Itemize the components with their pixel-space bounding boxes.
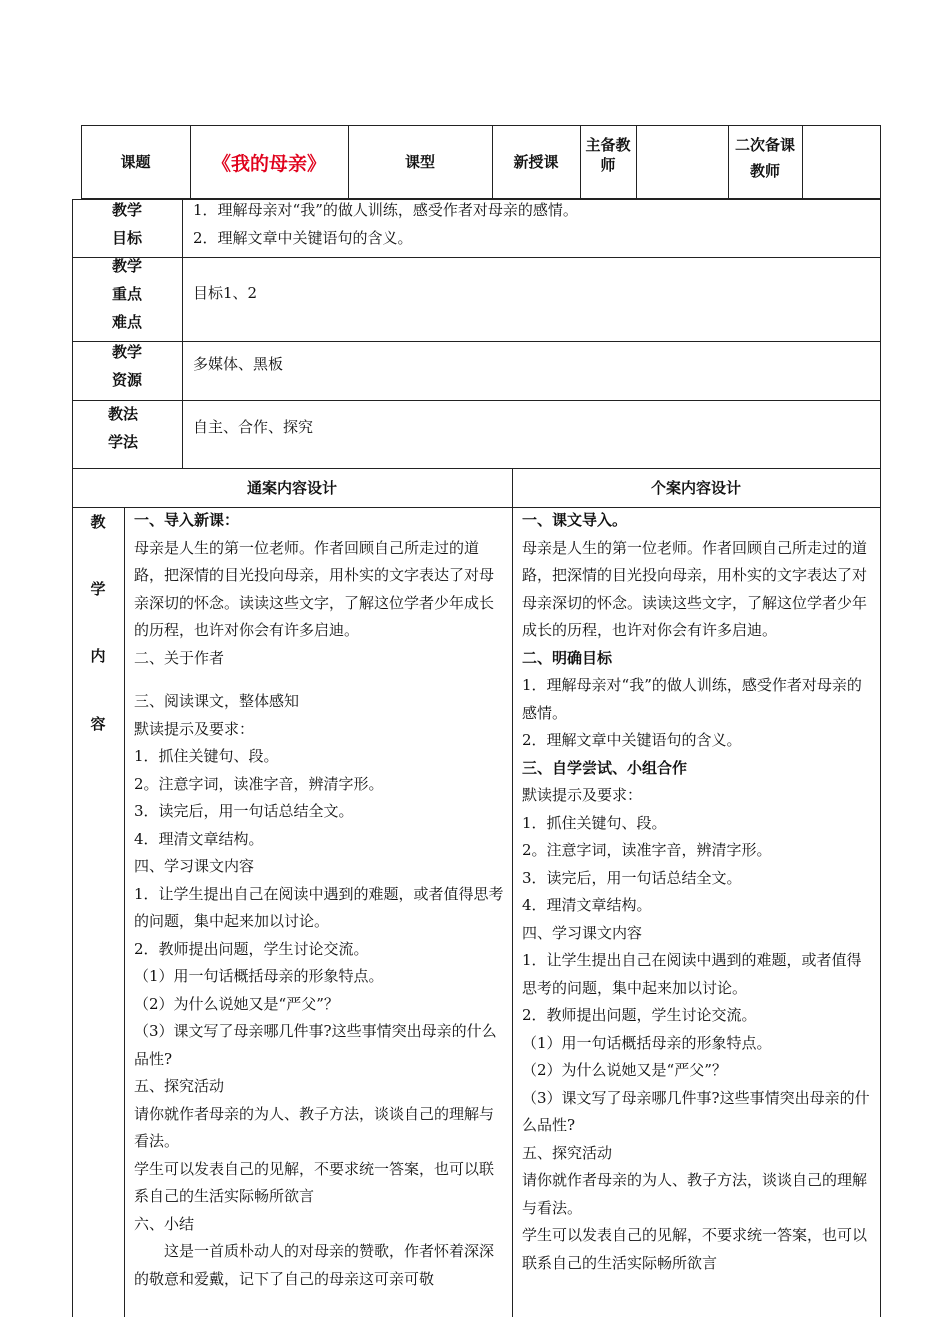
content-line: （2）为什么说她又是“严父”？ xyxy=(134,994,339,1013)
content-line: 一、课文导入。 xyxy=(522,511,628,529)
content-line: （2）为什么说她又是“严父”？ xyxy=(522,1061,727,1079)
content-line: 一、导入新课： xyxy=(134,511,240,529)
side-char: 容 xyxy=(90,715,106,733)
content-line: 1．抓住关键句、段。 xyxy=(522,813,667,832)
resources-label-line: 教学 xyxy=(111,343,142,361)
content-line: 母亲是人生的第一位老师。作者回顾自己所走过的道路，把深情的目光投向母亲，用朴实的文字表达了对母亲深切的怀念。读读这些文字，了解这位学者少年成长的历程，也许对你会有许多启迪。 xyxy=(522,538,868,639)
methods-label-line: 教法 xyxy=(107,405,138,423)
content-line xyxy=(134,672,506,688)
focus-label-line: 重点 xyxy=(111,285,142,303)
focus-label-line: 教学 xyxy=(111,257,142,275)
resources-label xyxy=(72,338,182,394)
resources-value: 多媒体、黑板 xyxy=(193,355,284,373)
content-line: 六、小结 xyxy=(134,1214,195,1233)
side-char: 教 xyxy=(90,513,106,531)
content-line: 2。注意字词，读准字音，辨清字形。 xyxy=(134,774,384,793)
methods-value: 自主、合作、探究 xyxy=(193,418,314,436)
teaching-content-side-label xyxy=(72,508,124,733)
common-design-header: 通案内容设计 xyxy=(246,478,337,497)
second-teacher-value[interactable] xyxy=(802,125,880,199)
content-line: 4．理清文章结构。 xyxy=(522,896,652,914)
content-line: 1．抓住关键句、段。 xyxy=(134,747,279,765)
methods-label xyxy=(72,400,174,456)
focus-label-line: 难点 xyxy=(111,313,142,331)
content-line: （3）课文写了母亲哪几件事?这些事情突出母亲的什么品性? xyxy=(522,1088,870,1134)
content-line: （1）用一句话概括母亲的形象特点。 xyxy=(522,1033,772,1052)
content-line: 五、探究活动 xyxy=(134,1077,225,1095)
content-line: 四、学习课文内容 xyxy=(134,857,255,875)
content-line: 请你就作者母亲的为人、教子方法，谈谈自己的理解与看法。 xyxy=(522,1171,868,1217)
individual-design-content xyxy=(522,507,874,1312)
content-line: （1）用一句话概括母亲的形象特点。 xyxy=(134,967,384,985)
individual-design-header: 个案内容设计 xyxy=(650,478,741,497)
content-line: 母亲是人生的第一位老师。作者回顾自己所走过的道路，把深情的目光投向母亲，用朴实的文字表达了对母亲深切的怀念。读读这些文字，了解这位学者少年成长的历程，也许对你会有许多启迪。 xyxy=(134,538,495,639)
content-line: 二、关于作者 xyxy=(134,648,225,667)
content-line: 2．教师提出问题，学生讨论交流。 xyxy=(522,1006,757,1024)
focus-value: 目标1、2 xyxy=(193,284,258,302)
content-line: 学生可以发表自己的见解，不要求统一答案，也可以联系自己的生活实际畅所欲言 xyxy=(134,1159,495,1205)
content-line: 3．读完后，用一句话总结全文。 xyxy=(522,868,742,887)
content-line: （3）课文写了母亲哪几件事?这些事情突出母亲的什么品性? xyxy=(134,1022,497,1068)
topic-label: 课题 xyxy=(120,153,151,171)
type-label: 课型 xyxy=(404,153,435,171)
content-line: 默读提示及要求： xyxy=(134,719,255,738)
goals-label xyxy=(72,196,182,252)
content-line: 1．理解母亲对“我”的做人训练，感受作者对母亲的感情。 xyxy=(522,676,862,722)
content-line: 默读提示及要求： xyxy=(522,786,643,804)
content-line: 2．教师提出问题，学生讨论交流。 xyxy=(134,939,369,958)
common-design-content xyxy=(134,507,506,1317)
topic-value: 《我的母亲》 xyxy=(211,152,326,175)
focus-label xyxy=(72,252,182,336)
content-line: 请你就作者母亲的为人、教子方法，谈谈自己的理解与看法。 xyxy=(134,1104,495,1150)
second-teacher-label: 二次备课教师 xyxy=(734,136,795,180)
goals-text xyxy=(193,196,873,252)
content-line: 3．读完后，用一句话总结全文。 xyxy=(134,802,354,820)
content-line: 三、阅读课文，整体感知 xyxy=(134,692,300,710)
content-line: 三、自学尝试、小组合作 xyxy=(522,758,688,777)
content-line: 1．让学生提出自己在阅读中遇到的难题，或者值得思考的问题，集中起来加以讨论。 xyxy=(522,951,862,997)
content-line: 二、明确目标 xyxy=(522,648,613,667)
content-line: 学生可以发表自己的见解，不要求统一答案，也可以联系自己的生活实际畅所欲言 xyxy=(522,1226,868,1272)
resources-label-line: 资源 xyxy=(111,371,142,389)
type-value: 新授课 xyxy=(513,153,559,171)
goals-label-line: 目标 xyxy=(111,229,142,247)
content-line: 这是一首质朴动人的对母亲的赞歌，作者怀着深深的敬意和爱戴，记下了自己的母亲这可亲可敬 xyxy=(134,1242,495,1288)
content-line: 2。注意字词，读准字音，辨清字形。 xyxy=(522,841,772,859)
side-char: 内 xyxy=(90,647,106,665)
content-line: 2．理解文章中关键语句的含义。 xyxy=(522,731,742,749)
goals-label-line: 教学 xyxy=(111,201,142,219)
content-line: 四、学习课文内容 xyxy=(522,923,643,942)
content-line: 1．让学生提出自己在阅读中遇到的难题，或者值得思考的问题，集中起来加以讨论。 xyxy=(134,884,504,930)
goal-line: 2．理解文章中关键语句的含义。 xyxy=(193,229,413,247)
main-teacher-label: 主备教师 xyxy=(585,136,631,174)
side-char: 学 xyxy=(90,580,106,598)
content-line: 五、探究活动 xyxy=(522,1143,613,1162)
content-line: 4．理清文章结构。 xyxy=(134,829,264,848)
methods-label-line: 学法 xyxy=(107,433,138,451)
main-teacher-value[interactable] xyxy=(636,125,728,199)
goal-line: 1．理解母亲对“我”的做人训练，感受作者对母亲的感情。 xyxy=(193,201,578,219)
